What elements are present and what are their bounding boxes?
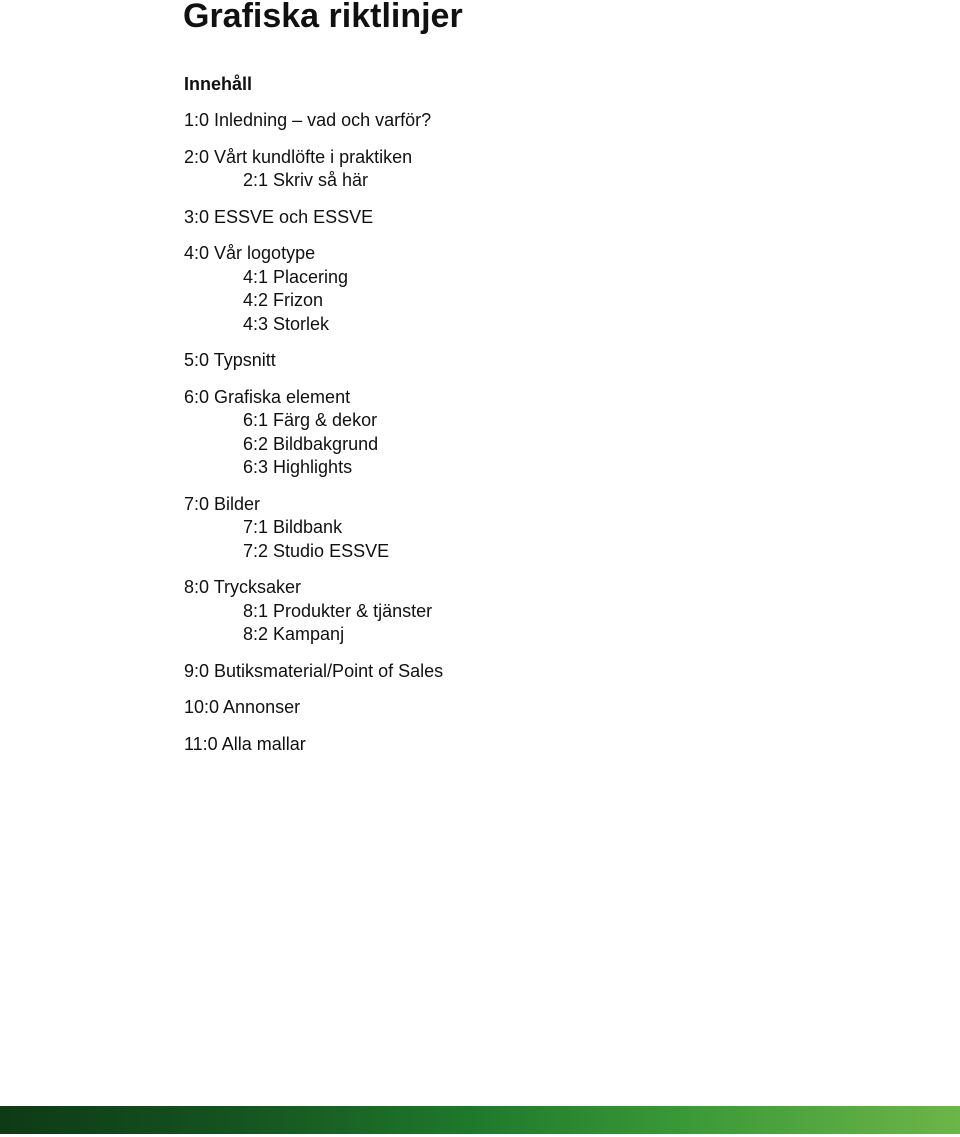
toc-section [184, 696, 884, 720]
toc-item[interactable]: 5:0 Typsnitt [184, 350, 276, 370]
toc-subitem[interactable]: 6:3 Highlights [243, 457, 353, 477]
toc-section [184, 349, 884, 373]
toc-heading: Innehåll [184, 74, 253, 94]
toc-section [184, 386, 884, 480]
toc-subitem[interactable]: 7:2 Studio ESSVE [243, 540, 390, 561]
toc-subitem[interactable]: 7:1 Bildbank [243, 517, 343, 537]
toc-section [184, 576, 884, 647]
toc-item[interactable]: 10:0 Annonser [184, 697, 301, 717]
toc-item[interactable]: 9:0 Butiksmaterial/Point of Sales [184, 660, 444, 681]
toc-section [184, 493, 884, 564]
toc-item[interactable]: 1:0 Inledning – vad och varför? [184, 110, 432, 130]
toc-item[interactable]: 7:0 Bilder [184, 493, 261, 514]
toc-section [184, 146, 884, 193]
toc-section [184, 206, 884, 230]
toc-section [184, 109, 884, 133]
page-title: Grafiska riktlinjer [183, 0, 463, 35]
toc-section [184, 242, 884, 336]
toc-item[interactable]: 3:0 ESSVE och ESSVE [184, 206, 374, 227]
toc-subitem[interactable]: 2:1 Skriv så här [243, 170, 369, 190]
toc-item[interactable]: 8:0 Trycksaker [184, 577, 302, 597]
toc-subitem[interactable]: 8:2 Kampanj [243, 624, 345, 644]
table-of-contents [184, 109, 884, 769]
toc-item[interactable]: 6:0 Grafiska element [184, 386, 351, 407]
toc-section [184, 733, 884, 757]
toc-section [184, 660, 884, 684]
footer-gradient-bar [0, 1106, 960, 1134]
toc-subitem[interactable]: 6:2 Bildbakgrund [243, 433, 379, 454]
toc-subitem[interactable]: 4:2 Frizon [243, 290, 324, 310]
toc-item[interactable]: 2:0 Vårt kundlöfte i praktiken [184, 146, 413, 167]
toc-item[interactable]: 4:0 Vår logotype [184, 243, 316, 263]
toc-subitem[interactable]: 4:3 Storlek [243, 313, 330, 334]
toc-subitem[interactable]: 4:1 Placering [243, 266, 349, 287]
toc-item[interactable]: 11:0 Alla mallar [184, 733, 306, 754]
toc-subitem[interactable]: 6:1 Färg & dekor [243, 410, 378, 430]
toc-subitem[interactable]: 8:1 Produkter & tjänster [243, 600, 433, 621]
